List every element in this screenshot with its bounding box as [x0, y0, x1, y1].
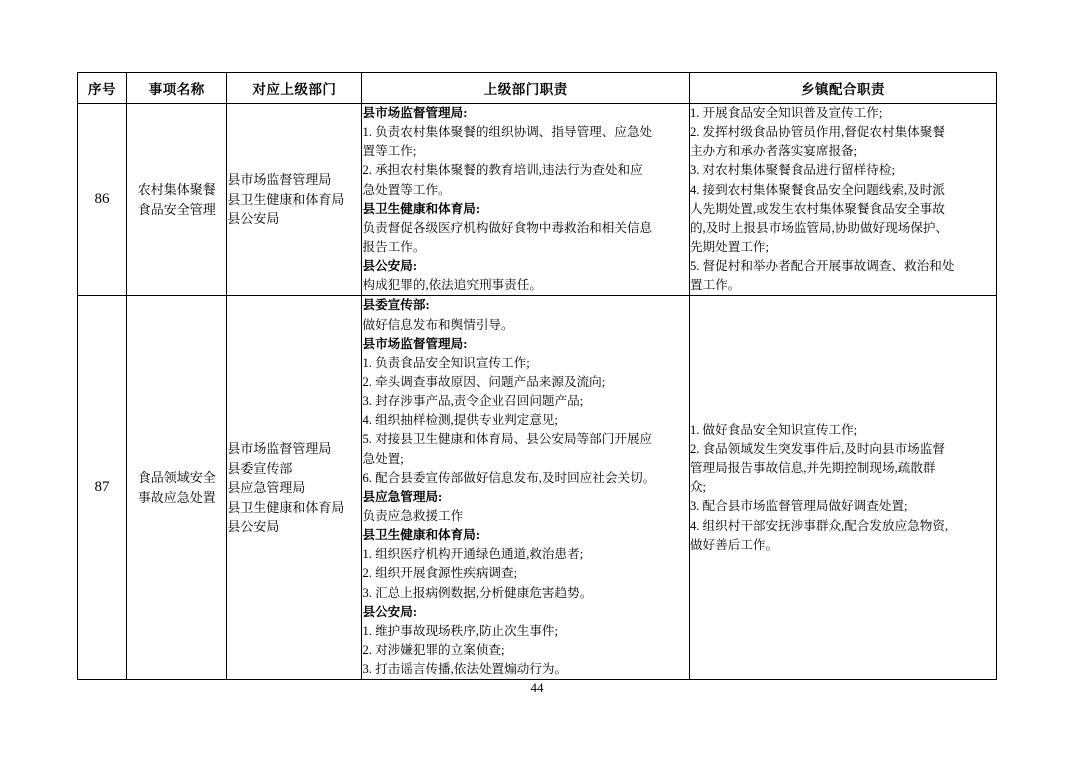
- duty-line: 构成犯罪的,依法追究刑事责任。: [362, 278, 542, 293]
- cell-upper-department: [227, 104, 362, 296]
- item-name-line: 事故应急处置: [137, 489, 216, 505]
- duty-line: 急处置等工作。: [362, 182, 451, 197]
- duty-line: 1. 维护事故现场秩序,防止次生事件;: [362, 623, 559, 638]
- duty-line: 1. 组织医疗机构开通绿色通道,救治患者;: [362, 547, 584, 562]
- duty-line: 5. 对接县卫生健康和体育局、县公安局等部门开展应: [362, 432, 653, 447]
- duty-block-heading: 县公安局:: [362, 604, 418, 619]
- header-cell-duty: 上级部门职责: [362, 73, 689, 104]
- department-line: 县委宣传部: [227, 460, 293, 476]
- item-name-line: 农村集体聚餐: [137, 182, 216, 198]
- page-number: 44: [530, 680, 544, 695]
- township-duty-line: 主办方和承办者落实宴席报备;: [689, 144, 858, 159]
- township-duty-line: 众;: [689, 480, 707, 495]
- duty-block-heading: 县市场监督管理局:: [362, 106, 468, 120]
- duty-line: 3. 汇总上报病例数据,分析健康危害趋势。: [362, 585, 593, 600]
- department-line: 县市场监督管理局: [227, 172, 332, 188]
- duty-line: 3. 封存涉事产品,责令企业召回问题产品;: [362, 394, 584, 409]
- duty-line: 2. 承担农村集体聚餐的教育培训,违法行为查处和应: [362, 163, 643, 178]
- township-duty-line: 5. 督促村和举办者配合开展事故调查、救治和处: [689, 259, 955, 274]
- header-cell-seq: 序号: [78, 73, 127, 104]
- duty-line: 报告工作。: [362, 239, 426, 254]
- township-duty-line: 管理局报告事故信息,并先期控制现场,疏散群: [689, 461, 936, 476]
- township-duty-line: 4. 组织村干部安抚涉事群众,配合发放应急物资,: [689, 518, 949, 533]
- cell-upper-department-duties: [362, 296, 689, 680]
- cell-sequence-number: 86: [78, 104, 127, 296]
- township-duty-line: 先期处置工作;: [689, 239, 769, 254]
- department-line: 县公安局: [227, 519, 280, 535]
- cell-upper-department-duties: [362, 104, 689, 296]
- duty-line: 负责应急救援工作: [362, 508, 464, 523]
- duty-line: 急处置;: [362, 451, 404, 466]
- cell-item-name: [127, 104, 227, 296]
- header-cell-town: 乡镇配合职责: [689, 73, 996, 104]
- duty-block-heading: 县卫生健康和体育局:: [362, 201, 481, 216]
- township-duty-line: 置工作。: [689, 278, 741, 293]
- duty-line: 6. 配合县委宣传部做好信息发布,及时回应社会关切。: [362, 470, 656, 485]
- responsibility-table: [77, 72, 997, 680]
- cell-item-name: [127, 296, 227, 680]
- cell-upper-department: [227, 296, 362, 680]
- township-duty-line: 3. 配合县市场监督管理局做好调查处置;: [689, 499, 908, 514]
- duty-line: 3. 打击谣言传播,依法处置煽动行为。: [362, 662, 568, 677]
- duty-line: 1. 负责食品安全知识宣传工作;: [362, 355, 530, 370]
- township-duty-line: 人先期处置,或发生农村集体聚餐食品安全事故: [689, 201, 945, 216]
- township-duty-line: 1. 做好食品安全知识宣传工作;: [689, 422, 858, 437]
- duty-block-heading: 县公安局:: [362, 259, 418, 274]
- table-row: [78, 104, 997, 296]
- township-duty-line: 做好善后工作。: [689, 537, 779, 552]
- township-duty-line: 4. 接到农村集体聚餐食品安全问题线索,及时派: [689, 182, 945, 197]
- department-line: 县公安局: [227, 211, 280, 227]
- township-duty-line: 2. 发挥村级食品协管员作用,督促农村集体聚餐: [689, 125, 945, 140]
- duty-block-heading: 县市场监督管理局:: [362, 336, 468, 351]
- duty-line: 2. 组织开展食源性疾病调查;: [362, 566, 518, 581]
- township-duty-line: 3. 对农村集体聚餐食品进行留样待检;: [689, 163, 895, 178]
- department-line: 县卫生健康和体育局: [227, 499, 345, 515]
- duty-line: 做好信息发布和舆情引导。: [362, 317, 514, 332]
- duty-line: 负责督促各级医疗机构做好食物中毒救治和相关信息: [362, 220, 653, 235]
- duty-line: 2. 对涉嫌犯罪的立案侦查;: [362, 642, 505, 657]
- cell-township-duties: [689, 296, 996, 680]
- duty-line: 2. 牵头调查事故原因、问题产品来源及流向;: [362, 374, 606, 389]
- header-cell-dept: 对应上级部门: [227, 73, 362, 104]
- duty-line: 置等工作;: [362, 144, 417, 159]
- cell-sequence-number: 87: [78, 296, 127, 680]
- duty-line: 4. 组织抽样检测,提供专业判定意见;: [362, 413, 559, 428]
- duty-block-heading: 县应急管理局:: [362, 489, 443, 504]
- department-line: 县卫生健康和体育局: [227, 191, 345, 207]
- duty-block-heading: 县委宣传部:: [362, 298, 430, 313]
- duty-block-heading: 县卫生健康和体育局:: [362, 528, 481, 543]
- table-header-row: [78, 73, 997, 104]
- township-duty-line: 的,及时上报县市场监管局,协助做好现场保护、: [689, 220, 949, 235]
- table-row: [78, 296, 997, 680]
- header-cell-item: 事项名称: [127, 73, 227, 104]
- item-name-line: 食品安全管理: [137, 201, 216, 217]
- duty-line: 1. 负责农村集体聚餐的组织协调、指导管理、应急处: [362, 125, 653, 140]
- item-name-line: 食品领域安全: [137, 470, 216, 486]
- cell-township-duties: [689, 104, 996, 296]
- township-duty-line: 2. 食品领域发生突发事件后,及时向县市场监督: [689, 441, 945, 456]
- department-line: 县市场监督管理局: [227, 441, 332, 457]
- township-duty-line: 1. 开展食品安全知识普及宣传工作;: [689, 106, 883, 120]
- department-line: 县应急管理局: [227, 480, 306, 496]
